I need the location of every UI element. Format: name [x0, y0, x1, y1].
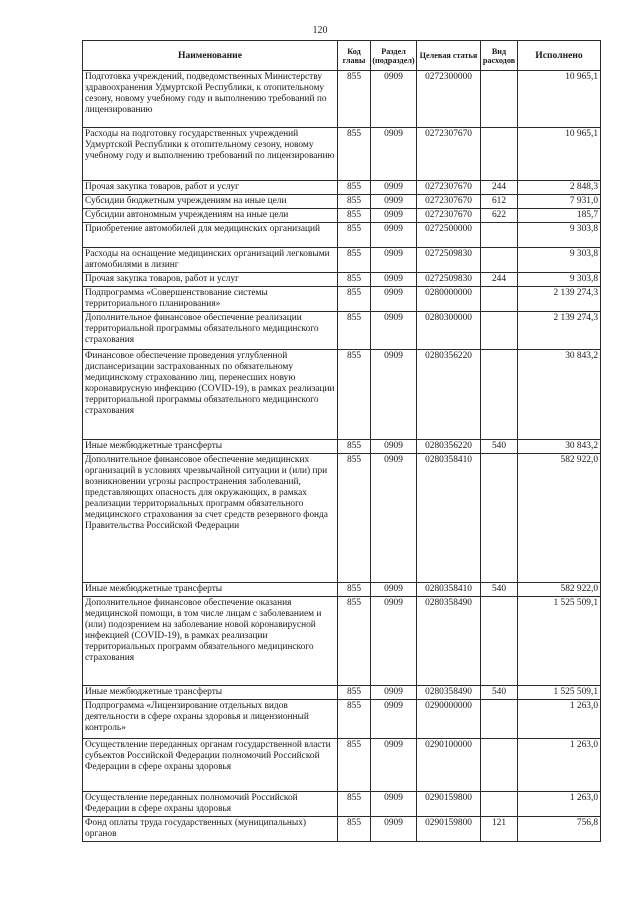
cell-code: 855: [338, 597, 371, 686]
cell-type: [481, 739, 518, 792]
cell-done: 756,8: [518, 817, 601, 842]
cell-name: Осуществление переданных полномочий Российской Федерации в сфере охраны здоровья: [83, 792, 338, 817]
cell-section: 0909: [371, 792, 417, 817]
cell-type: 244: [481, 273, 518, 287]
table-row: [83, 686, 601, 700]
cell-done: 1 263,0: [518, 739, 601, 792]
header-code: Код главы: [338, 41, 371, 71]
cell-type: 121: [481, 817, 518, 842]
header-section: Раздел (подраздел): [371, 41, 417, 71]
cell-section: 0909: [371, 71, 417, 128]
cell-done: 7 931,0: [518, 195, 601, 209]
cell-type: [481, 71, 518, 128]
table-body: [83, 71, 601, 842]
table-row: [83, 195, 601, 209]
cell-name: Дополнительное финансовое обеспечение оказания медицинской помощи, в том числе лицам с заболеванием и (или) подозрением на заболевание новой коронавирусной инфекцией (COVID-19), в рамках реализации территориальных программ обязательного медицинского страхования: [83, 597, 338, 686]
cell-section: 0909: [371, 195, 417, 209]
cell-type: [481, 223, 518, 248]
table-row: [83, 597, 601, 686]
cell-section: 0909: [371, 128, 417, 181]
cell-section: 0909: [371, 583, 417, 597]
cell-section: 0909: [371, 700, 417, 739]
cell-section: 0909: [371, 686, 417, 700]
cell-target: 0272307670: [417, 181, 481, 195]
cell-code: 855: [338, 312, 371, 350]
cell-code: 855: [338, 273, 371, 287]
cell-type: 612: [481, 195, 518, 209]
cell-section: 0909: [371, 312, 417, 350]
table-row: [83, 440, 601, 454]
table-row: [83, 454, 601, 583]
cell-target: 0280358410: [417, 454, 481, 583]
cell-code: 855: [338, 128, 371, 181]
cell-done: 10 965,1: [518, 128, 601, 181]
table-row: [83, 739, 601, 792]
cell-target: 0272307670: [417, 209, 481, 223]
cell-code: 855: [338, 71, 371, 128]
cell-name: Иные межбюджетные трансферты: [83, 583, 338, 597]
table-row: [83, 792, 601, 817]
cell-code: 855: [338, 583, 371, 597]
cell-section: 0909: [371, 454, 417, 583]
cell-name: Субсидии бюджетным учреждениям на иные цели: [83, 195, 338, 209]
cell-target: 0280356220: [417, 350, 481, 440]
cell-section: 0909: [371, 287, 417, 312]
cell-target: 0280000000: [417, 287, 481, 312]
cell-code: 855: [338, 739, 371, 792]
table-row: [83, 128, 601, 181]
cell-type: [481, 792, 518, 817]
cell-code: 855: [338, 817, 371, 842]
cell-name: Субсидии автономным учреждениям на иные цели: [83, 209, 338, 223]
cell-done: 2 848,3: [518, 181, 601, 195]
cell-name: Приобретение автомобилей для медицинских организаций: [83, 223, 338, 248]
cell-name: Фонд оплаты труда государственных (муниципальных) органов: [83, 817, 338, 842]
cell-done: 582 922,0: [518, 454, 601, 583]
header-type: Вид расходов: [481, 41, 518, 71]
cell-type: 622: [481, 209, 518, 223]
header-name: Наименование: [83, 41, 338, 71]
table-row: [83, 273, 601, 287]
cell-code: 855: [338, 454, 371, 583]
cell-target: 0272500000: [417, 223, 481, 248]
cell-code: 855: [338, 195, 371, 209]
cell-done: 30 843,2: [518, 350, 601, 440]
cell-type: [481, 128, 518, 181]
cell-type: 540: [481, 686, 518, 700]
cell-code: 855: [338, 248, 371, 273]
cell-type: 244: [481, 181, 518, 195]
cell-type: [481, 248, 518, 273]
cell-section: 0909: [371, 209, 417, 223]
cell-name: Иные межбюджетные трансферты: [83, 440, 338, 454]
table-row: [83, 223, 601, 248]
cell-name: Дополнительное финансовое обеспечение медицинских организаций в условиях чрезвычайной ситуации и (или) при возникновении угрозы распространения заболеваний, представляющих опасность для окружающих, в рамках реализации территориальных программ обязательного медицинского страхования за счет средств резервного фонда Правительства Российской Федерации: [83, 454, 338, 583]
cell-target: 0280356220: [417, 440, 481, 454]
cell-code: 855: [338, 700, 371, 739]
cell-target: 0272307670: [417, 128, 481, 181]
table-row: [83, 287, 601, 312]
cell-target: 0272509830: [417, 248, 481, 273]
cell-code: 855: [338, 287, 371, 312]
cell-done: 2 139 274,3: [518, 312, 601, 350]
cell-type: [481, 312, 518, 350]
cell-target: 0290000000: [417, 700, 481, 739]
cell-type: [481, 454, 518, 583]
cell-done: 9 303,8: [518, 273, 601, 287]
header-done: Исполнено: [518, 41, 601, 71]
cell-target: 0272509830: [417, 273, 481, 287]
cell-type: [481, 350, 518, 440]
cell-type: [481, 287, 518, 312]
cell-type: [481, 597, 518, 686]
cell-code: 855: [338, 440, 371, 454]
table-row: [83, 71, 601, 128]
cell-done: 185,7: [518, 209, 601, 223]
cell-name: Расходы на оснащение медицинских организаций легковыми автомобилями в лизинг: [83, 248, 338, 273]
cell-target: 0290159800: [417, 817, 481, 842]
cell-code: 855: [338, 181, 371, 195]
cell-code: 855: [338, 223, 371, 248]
cell-name: Осуществление переданных органам государственной власти субъектов Российской Федерации полномочий Российской Федерации в сфере охраны здоровья: [83, 739, 338, 792]
cell-target: 0290100000: [417, 739, 481, 792]
table-header-row: [83, 41, 601, 71]
cell-target: 0280358490: [417, 686, 481, 700]
cell-name: Дополнительное финансовое обеспечение реализации территориальной программы обязательного медицинского страхования: [83, 312, 338, 350]
cell-code: 855: [338, 350, 371, 440]
cell-done: 1 525 509,1: [518, 686, 601, 700]
table-row: [83, 583, 601, 597]
cell-name: Финансовое обеспечение проведения углубленной диспансеризации застрахованных по обязательному медицинскому страхованию лиц, перенесших новую коронавирусную инфекцию (COVID-19), в рамках реализации территориальной программы обязательного медицинского страхования: [83, 350, 338, 440]
table-row: [83, 700, 601, 739]
cell-done: 1 263,0: [518, 700, 601, 739]
cell-type: [481, 700, 518, 739]
cell-section: 0909: [371, 817, 417, 842]
cell-done: 582 922,0: [518, 583, 601, 597]
cell-name: Подпрограмма «Лицензирование отдельных видов деятельности в сфере охраны здоровья и лицензионный контроль»: [83, 700, 338, 739]
table-row: [83, 350, 601, 440]
cell-name: Подпрограмма «Совершенствование системы территориального планирования»: [83, 287, 338, 312]
cell-done: 1 525 509,1: [518, 597, 601, 686]
cell-target: 0280300000: [417, 312, 481, 350]
cell-section: 0909: [371, 739, 417, 792]
budget-table: [82, 40, 601, 842]
cell-done: 2 139 274,3: [518, 287, 601, 312]
cell-name: Расходы на подготовку государственных учреждений Удмуртской Республики к отопительному сезону, новому учебному году и выполнению требований по лицензированию: [83, 128, 338, 181]
cell-target: 0280358410: [417, 583, 481, 597]
cell-target: 0272300000: [417, 71, 481, 128]
table-row: [83, 312, 601, 350]
cell-code: 855: [338, 792, 371, 817]
cell-target: 0280358490: [417, 597, 481, 686]
table-row: [83, 817, 601, 842]
cell-name: Подготовка учреждений, подведомственных Министерству здравоохранения Удмуртской Республики, к отопительному сезону, новому учебному году и выполнению требований по лицензированию: [83, 71, 338, 128]
cell-section: 0909: [371, 440, 417, 454]
cell-done: 9 303,8: [518, 248, 601, 273]
cell-code: 855: [338, 209, 371, 223]
cell-section: 0909: [371, 223, 417, 248]
cell-done: 30 843,2: [518, 440, 601, 454]
cell-target: 0290159800: [417, 792, 481, 817]
cell-type: 540: [481, 440, 518, 454]
cell-target: 0272307670: [417, 195, 481, 209]
table-row: [83, 181, 601, 195]
cell-type: 540: [481, 583, 518, 597]
cell-section: 0909: [371, 248, 417, 273]
page-number: 120: [312, 25, 328, 36]
cell-name: Иные межбюджетные трансферты: [83, 686, 338, 700]
cell-done: 9 303,8: [518, 223, 601, 248]
cell-code: 855: [338, 686, 371, 700]
cell-section: 0909: [371, 597, 417, 686]
header-target: Целевая статья: [417, 41, 481, 71]
cell-name: Прочая закупка товаров, работ и услуг: [83, 181, 338, 195]
table-row: [83, 248, 601, 273]
cell-section: 0909: [371, 350, 417, 440]
cell-name: Прочая закупка товаров, работ и услуг: [83, 273, 338, 287]
cell-section: 0909: [371, 181, 417, 195]
table-row: [83, 209, 601, 223]
cell-done: 1 263,0: [518, 792, 601, 817]
cell-done: 10 965,1: [518, 71, 601, 128]
cell-section: 0909: [371, 273, 417, 287]
